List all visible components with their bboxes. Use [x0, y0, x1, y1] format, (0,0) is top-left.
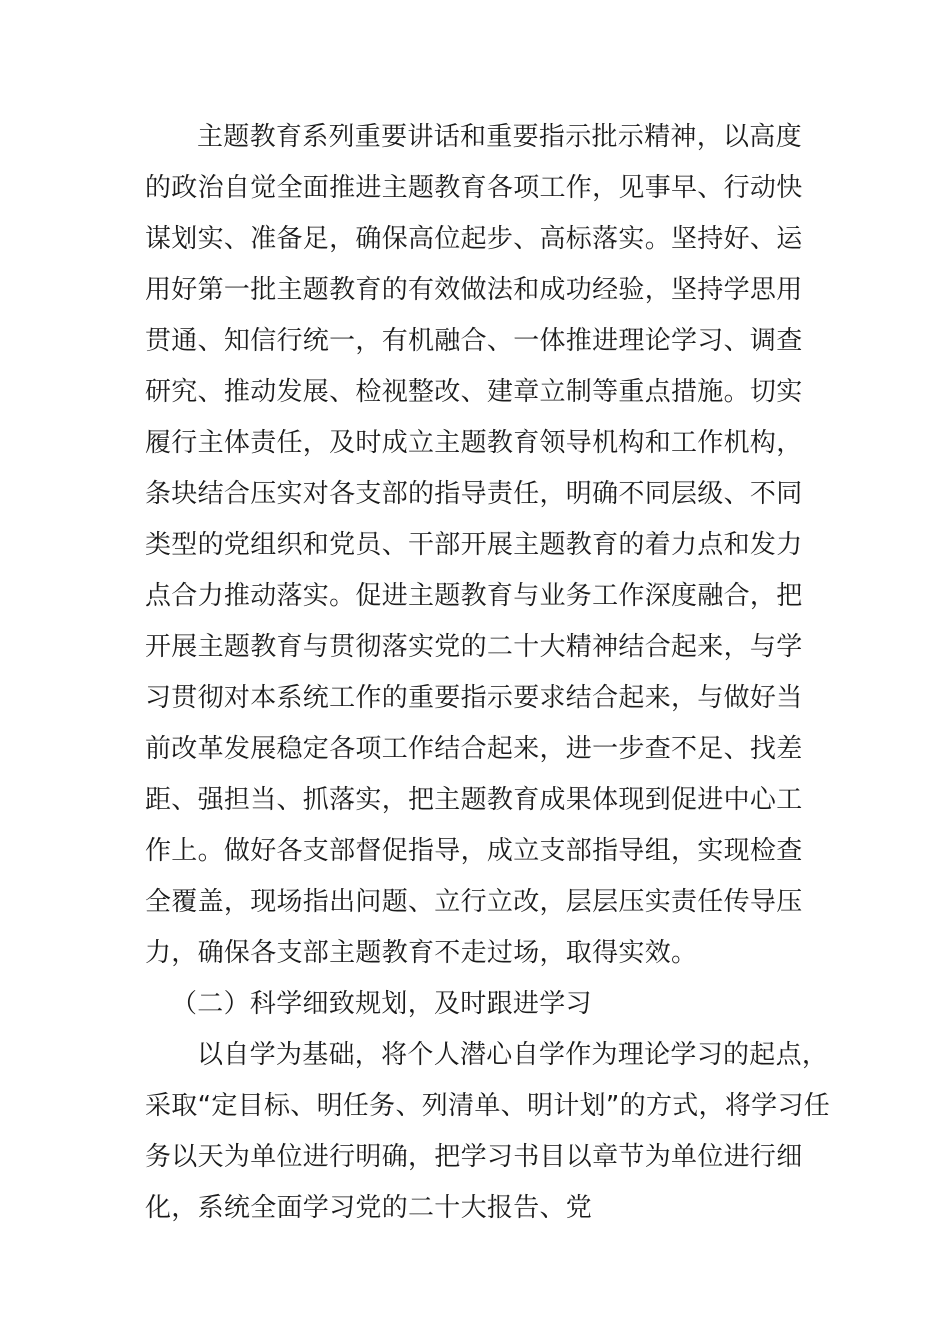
paragraph-line: 习贯彻对本系统工作的重要指示要求结合起来，与做好当	[145, 683, 803, 713]
paragraph-line: 距、强担当、抓落实，把主题教育成果体现到促进中心工	[145, 785, 803, 815]
paragraph-line: 开展主题教育与贯彻落实党的二十大精神结合起来，与学	[145, 632, 803, 662]
paragraph-line: 以自学为基础，将个人潜心自学作为理论学习的起点，	[197, 1040, 829, 1070]
paragraph-line: 的政治自觉全面推进主题教育各项工作，见事早、行动快	[145, 173, 803, 203]
paragraph-line: 条块结合压实对各支部的指导责任，明确不同层级、不同	[145, 479, 803, 509]
body-text	[145, 112, 845, 1234]
paragraph-line: 主题教育系列重要讲话和重要指示批示精神，以高度	[197, 122, 802, 152]
paragraph-line: 点合力推动落实。促进主题教育与业务工作深度融合，把	[145, 581, 803, 611]
paragraph-line: 全覆盖，现场指出问题、立行立改，层层压实责任传导压	[145, 887, 803, 917]
paragraph-line: 化，系统全面学习党的二十大报告、党	[145, 1193, 593, 1223]
paragraph-line: 贯通、知信行统一，有机融合、一体推进理论学习、调查	[145, 326, 803, 356]
paragraph-line: 类型的党组织和党员、干部开展主题教育的着力点和发力	[145, 530, 803, 560]
paragraph-line: 履行主体责任，及时成立主题教育领导机构和工作机构，	[145, 428, 803, 458]
section-heading: （二）科学细致规划，及时跟进学习	[171, 989, 592, 1019]
paragraph-line: 研究、推动发展、检视整改、建章立制等重点措施。切实	[145, 377, 803, 407]
paragraph-line: 务以天为单位进行明确，把学习书目以章节为单位进行细	[145, 1142, 803, 1172]
paragraph-line: 作上。做好各支部督促指导，成立支部指导组，实现检查	[145, 836, 803, 866]
paragraph-line: 前改革发展稳定各项工作结合起来，进一步查不足、找差	[145, 734, 803, 764]
paragraph-line: 采取“定目标、明任务、列清单、明计划”的方式，将学习任	[145, 1091, 831, 1121]
paragraph-line: 用好第一批主题教育的有效做法和成功经验，坚持学思用	[145, 275, 803, 305]
paragraph-line: 力，确保各支部主题教育不走过场，取得实效。	[145, 938, 698, 968]
paragraph-line: 谋划实、准备足，确保高位起步、高标落实。坚持好、运	[145, 224, 803, 254]
